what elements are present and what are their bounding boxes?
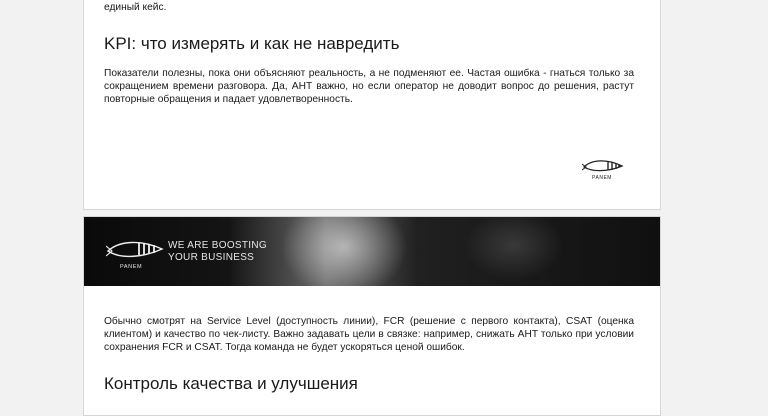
paragraph-tail: единый кейс.	[104, 2, 167, 13]
document-page	[83, 0, 661, 210]
fish-logo-icon	[582, 158, 626, 174]
panem-logo	[582, 158, 630, 188]
logo-caption: PANEM	[592, 175, 612, 181]
banner-slogan	[168, 240, 267, 264]
section-heading-kpi: KPI: что измерять и как не навредить	[104, 34, 400, 53]
fish-logo-icon	[106, 237, 164, 263]
document-page	[83, 216, 661, 416]
promo-banner	[84, 217, 660, 286]
paragraph-kpi: Показатели полезны, пока они объясняют реальность, а не подменяют ее. Частая ошибка - гнаться только за сокращением времени разговора. Да, AHT важно, но если оператор не доводит вопрос до решения, растут повторные обращения и падает удовлетворенность.	[104, 68, 634, 105]
slogan-line: WE ARE BOOSTING	[168, 240, 267, 251]
banner-logo	[106, 237, 164, 271]
slogan-line: YOUR BUSINESS	[168, 252, 255, 263]
logo-caption: PANEM	[120, 264, 143, 270]
paragraph-metrics: Обычно смотрят на Service Level (доступность линии), FCR (решение с первого контакта), CSAT (оценка клиентом) и качество по чек-листу. Важно задавать цели в связке: например, снижать AHT только при условии сохранения FCR и CSAT. Тогда команда не будет ускоряться ценой ошибок.	[104, 316, 634, 353]
section-heading-quality: Контроль качества и улучшения	[104, 374, 358, 393]
